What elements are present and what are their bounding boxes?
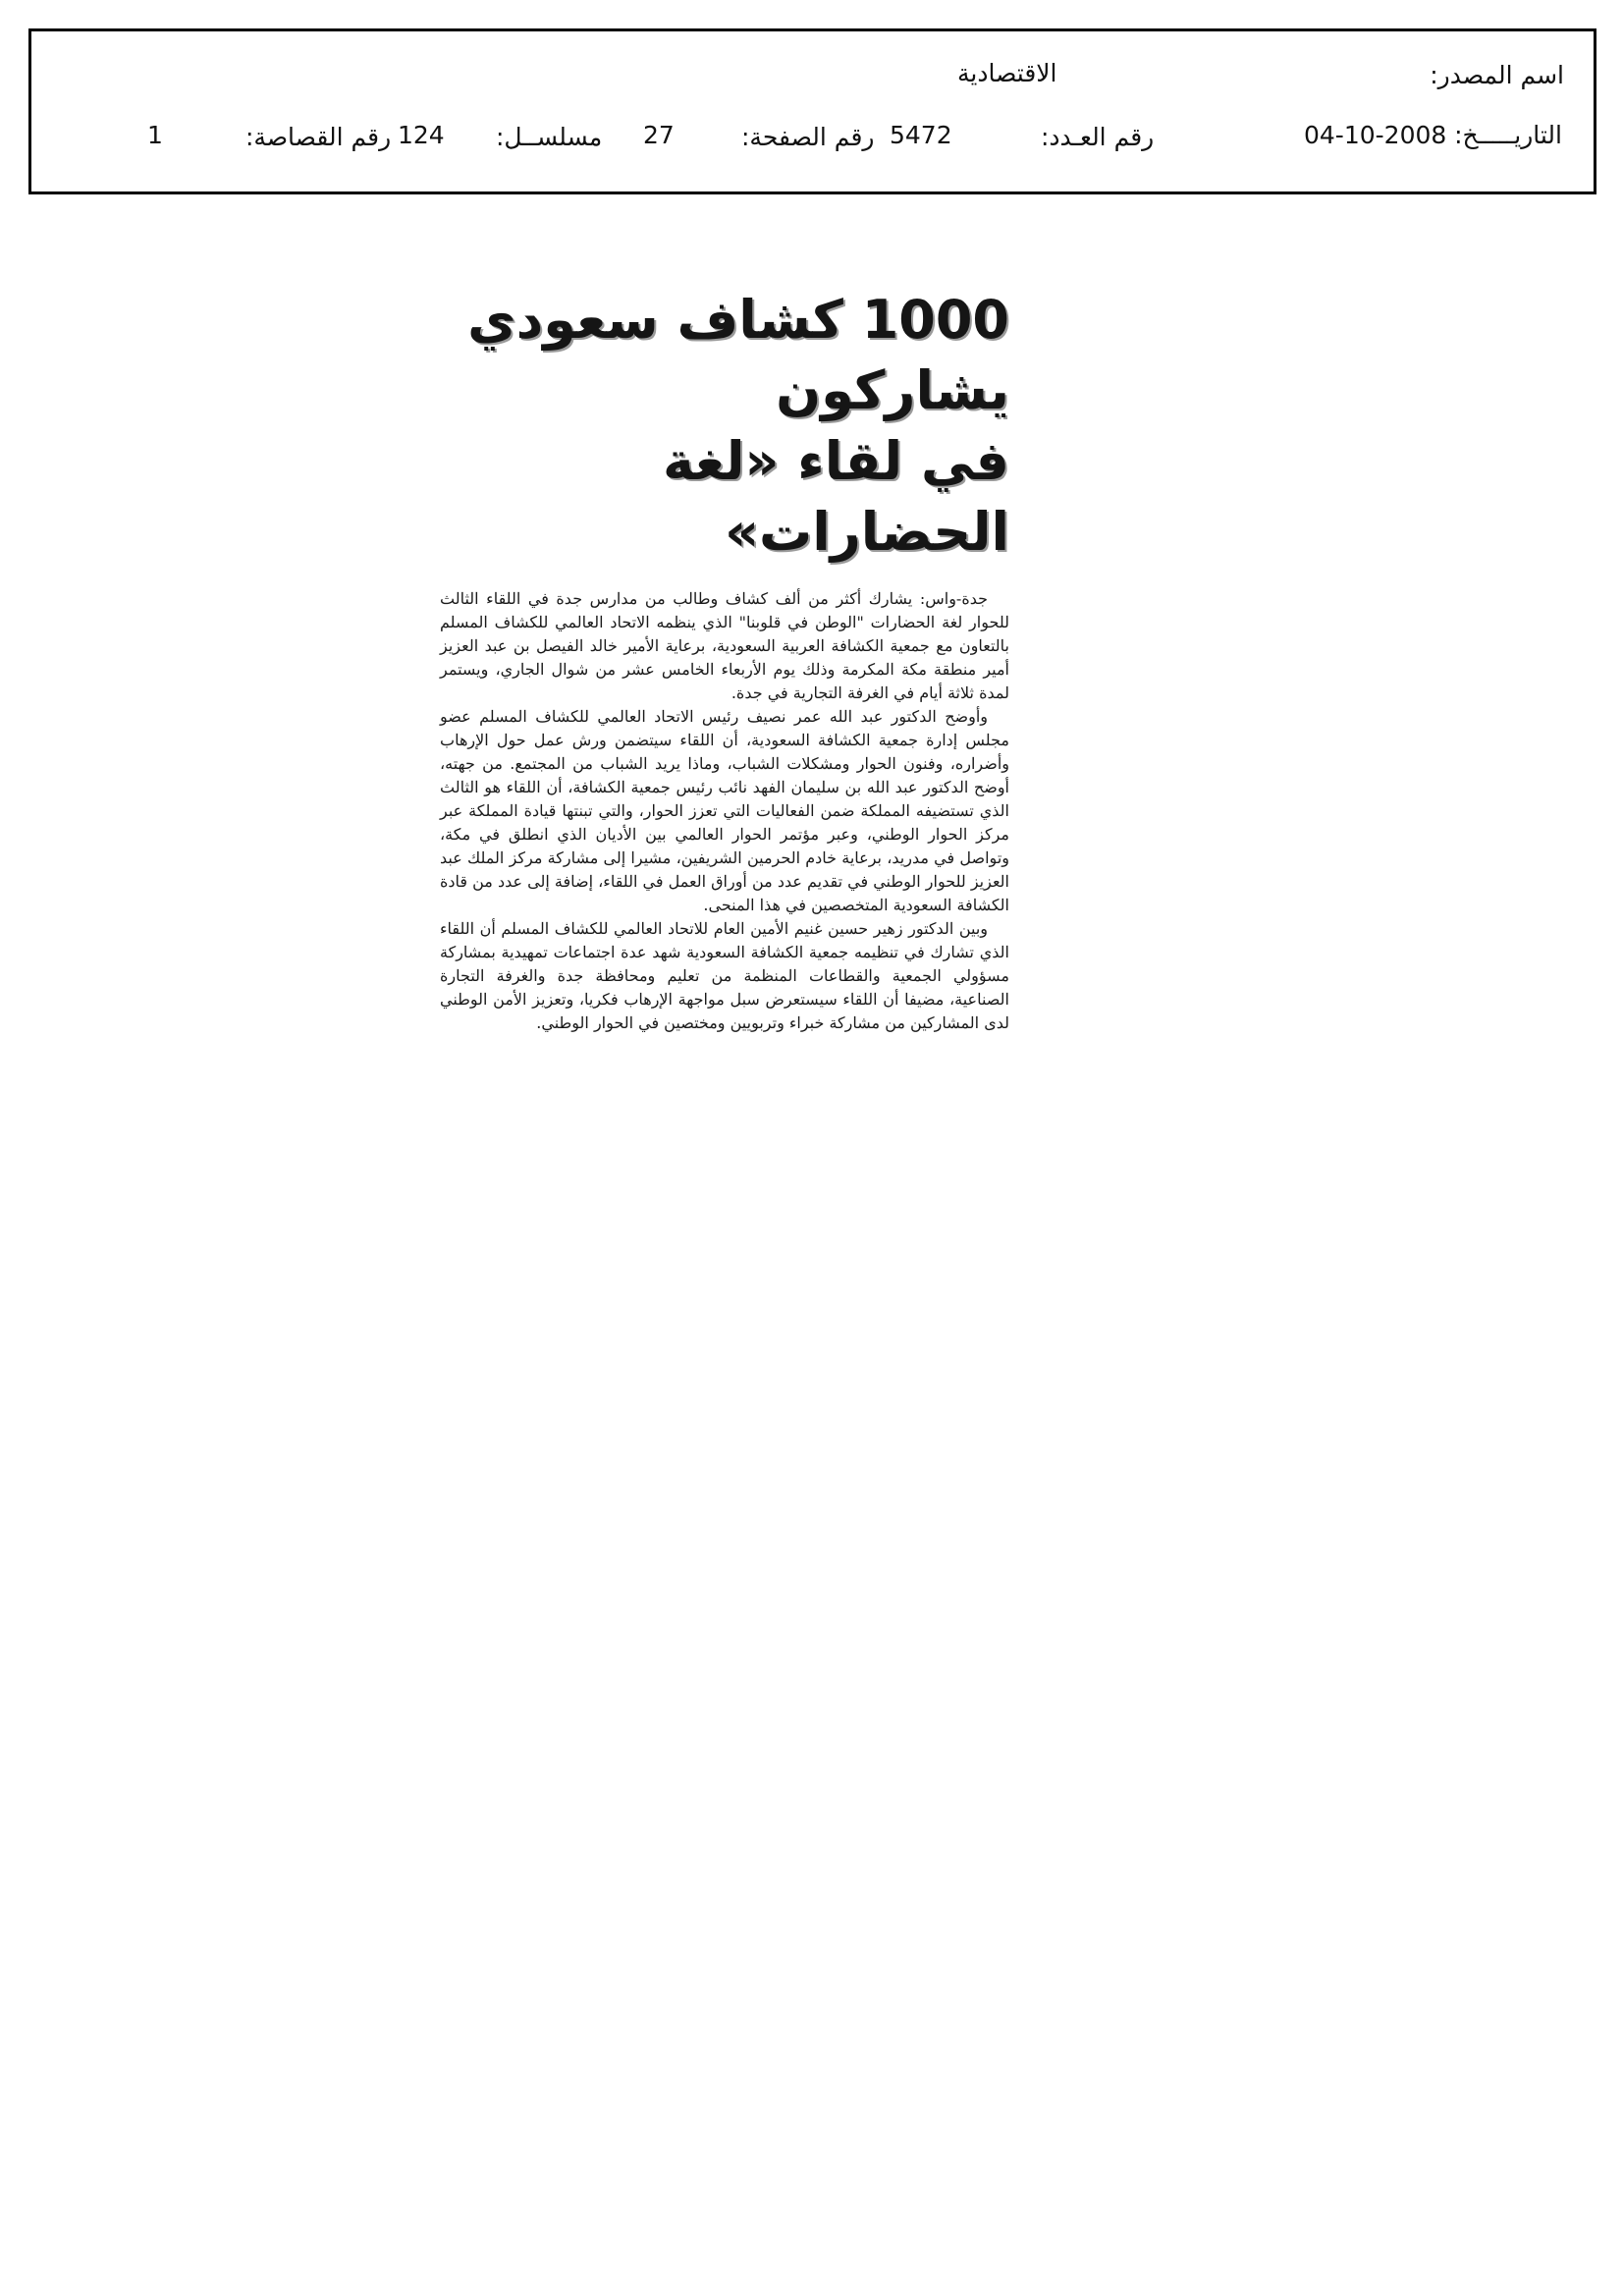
serial-label: مسلســل: <box>496 123 603 151</box>
article-paragraph-1: جدة-واس: يشارك أكثر من ألف كشاف وطالب من مدارس جدة في اللقاء الثالث للحوار لغة الحضارات "الوطن في قلوبنا" الذي ينظمه الاتحاد العالمي للكشاف المسلم بالتعاون مع جمعية الكشافة العربية السعودية، برعاية الأمير خالد الفيصل بن عبد العزيز أمير منطقة مكة المكرمة وذلك يوم الأربعاء الخامس عشر من شوال الجاري، ويستمر لمدة ثلاثة أيام في الغرفة التجارية في جدة. <box>440 589 1009 702</box>
clip-label: رقم القصاصة: <box>245 123 392 151</box>
article-paragraph-3: وبين الدكتور زهير حسين غنيم الأمين العام للاتحاد العالمي للكشاف المسلم أن اللقاء الذي تشارك في تنظيمه جمعية الكشافة السعودية شهد عدة اجتماعات تمهيدية بمشاركة مسؤولي الجمعية والقطاعات المنظمة من تعليم ومحافظة جدة والغرفة التجارة الصناعية، مضيفا أن اللقاء سيستعرض سبل مواجهة الإرهاب فكريا، وتعزيز الأمن الوطني لدى المشاركين من مشاركة خبراء وتربويين ومختصين في الحوار الوطني. <box>440 919 1010 1032</box>
headline-line-1: 1000 كشاف سعودي يشاركون <box>467 289 1009 421</box>
article-paragraph-2: وأوضح الدكتور عبد الله عمر نصيف رئيس الاتحاد العالمي للكشاف المسلم عضو مجلس إدارة جمعية الكشافة السعودية، أن اللقاء سيتضمن ورش عمل حول الإرهاب وأضراره، وفنون الحوار ومشكلات الشباب، وماذا يريد الشباب من المجتمع. من جهته، أوضح الدكتور عبد الله بن سليمان الفهد نائب رئيس جمعية الكشافة، أن اللقاء هو الثالث الذي تستضيفه المملكة ضمن الفعاليات التي تعزز الحوار، والتي تبنتها قيادة المملكة عبر مركز الحوار الوطني، وعبر مؤتمر الحوار العالمي بين الأديان الذي انطلق في مكة، وتواصل في مدريد، برعاية خادم الحرمين الشريفين، مشيرا إلى مشاركة مركز الملك عبد العزيز للحوار الوطني في تقديم عدد من أوراق العمل في اللقاء، إضافة إلى عدد من قادة الكشافة السعودية المتخصصين في هذا المنحى. <box>440 707 1009 914</box>
page-label: رقم الصفحة: <box>741 123 875 151</box>
date-label: التاريـــــخ: <box>1454 121 1562 149</box>
source-label: اسم المصدر: <box>1430 61 1564 89</box>
issue-label: رقم العـدد: <box>1041 123 1155 151</box>
issue-value: 5472 <box>890 121 952 149</box>
article-body <box>440 587 1009 1035</box>
date-value: 04-10-2008 <box>1304 121 1447 149</box>
headline-line-2: في لقاء «لغة الحضارات» <box>662 430 1009 563</box>
newspaper-clipping <box>440 285 1009 1035</box>
serial-value: 124 <box>398 121 445 149</box>
clip-value: 1 <box>147 121 163 149</box>
page-value: 27 <box>643 121 675 149</box>
article-headline <box>440 285 1009 568</box>
clipping-header <box>28 28 1596 194</box>
source-value: الاقتصادية <box>957 59 1057 87</box>
